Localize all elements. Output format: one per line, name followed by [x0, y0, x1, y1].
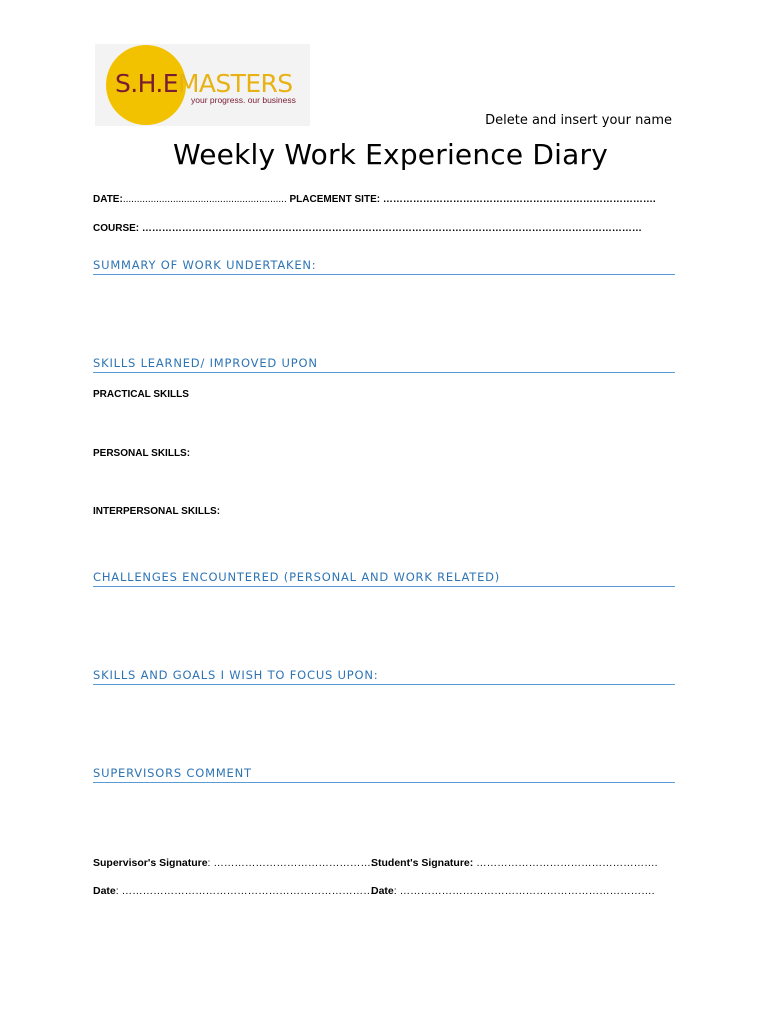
- student-date-label: Date: [371, 885, 394, 897]
- logo-brand-masters: MASTERS: [177, 69, 293, 98]
- student-signature-label: Student's Signature:: [371, 857, 474, 869]
- student-date-field[interactable]: : ……………………………………………………………….: [393, 885, 655, 897]
- placement-label: PLACEMENT SITE:: [289, 194, 381, 205]
- student-date-row: [371, 885, 655, 897]
- supervisor-signature-field[interactable]: : ……………………………………….: [207, 857, 374, 869]
- course-field[interactable]: ……………………………………………………………………………………………………………………………………: [141, 223, 642, 234]
- course-line: [93, 223, 642, 234]
- student-signature-field[interactable]: …………………………………………….: [473, 857, 658, 869]
- logo-brand: [115, 69, 293, 98]
- section-supervisor-comment: SUPERVISORS COMMENT: [93, 766, 675, 783]
- she-masters-logo: [95, 44, 310, 126]
- supervisor-date-field[interactable]: : ……………………………………………………………….: [115, 885, 377, 897]
- course-label: COURSE:: [93, 223, 140, 234]
- placement-field[interactable]: ……………………………………………………………………….: [382, 194, 656, 205]
- supervisor-signature-row: [93, 857, 374, 869]
- name-note[interactable]: Delete and insert your name: [485, 113, 672, 128]
- section-summary: SUMMARY OF WORK UNDERTAKEN:: [93, 258, 675, 275]
- supervisor-date-label: Date: [93, 885, 116, 897]
- supervisor-date-row: [93, 885, 377, 897]
- section-skills: SKILLS LEARNED/ IMPROVED UPON: [93, 356, 675, 373]
- personal-skills-label: PERSONAL SKILLS:: [93, 448, 191, 459]
- interpersonal-skills-label: INTERPERSONAL SKILLS:: [93, 506, 221, 517]
- section-challenges: CHALLENGES ENCOUNTERED (PERSONAL AND WORK RELATED): [93, 570, 675, 587]
- practical-skills-label: PRACTICAL SKILLS: [93, 389, 189, 400]
- logo-tagline: your progress. our business: [191, 95, 296, 105]
- date-label: DATE:: [93, 194, 123, 205]
- supervisor-signature-label: Supervisor's Signature: [93, 857, 208, 869]
- section-goals: SKILLS AND GOALS I WISH TO FOCUS UPON:: [93, 668, 675, 685]
- date-field[interactable]: ...........................................................: [122, 194, 287, 205]
- student-signature-row: [371, 857, 658, 869]
- page-title: Weekly Work Experience Diary: [173, 138, 608, 171]
- logo-brand-she: S.H.E: [115, 69, 178, 98]
- date-placement-line: [93, 194, 656, 205]
